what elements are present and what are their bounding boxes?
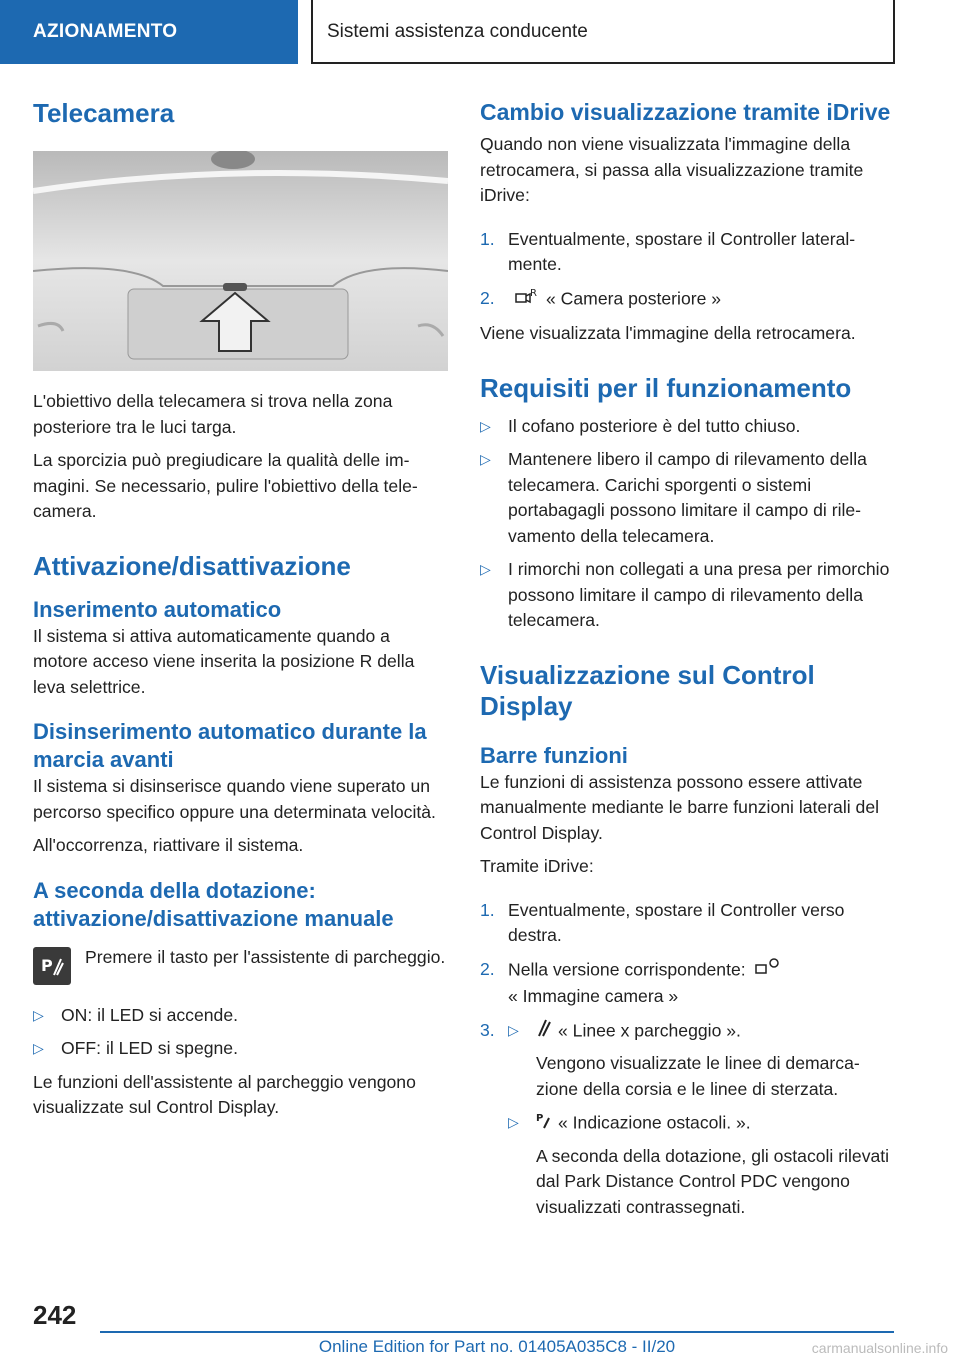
- watermark: carmanualsonline.info: [811, 1340, 948, 1356]
- heading-telecamera: Telecamera: [33, 98, 175, 128]
- heading-attivazione: Attivazione/disattivazione: [33, 550, 351, 581]
- list-item: 2. R « Camera posteriore »: [480, 286, 895, 314]
- svg-text:P: P: [536, 1113, 544, 1124]
- rear-camera-icon: [514, 286, 540, 314]
- list-item: ▷ Mantenere libero il campo di rilevamento della telecamera. Carichi sporgenti o sistemi portabagagli possono limitare il campo di rilevamento della telecamera.: [480, 447, 895, 549]
- paragraph: Il sistema si disinserisce quando viene superato un percorso specifico oppure una determinata velocità.: [33, 776, 436, 822]
- triangle-bullet-icon: ▷: [33, 1040, 44, 1056]
- heading-visualizzazione: Visualizzazione sul Control Display: [480, 659, 815, 721]
- section-tab: AZIONAMENTO: [0, 0, 298, 64]
- camera-photo: [33, 151, 448, 371]
- svg-text:R: R: [530, 287, 537, 299]
- heading-dotazione: A seconda della dotazione: attivazione/disattivazione manuale: [33, 877, 394, 931]
- paragraph: A seconda della dotazione, gli ostacoli rilevati dal Park Distance Control PDC vengono visualizzati contrassegnati.: [536, 1145, 890, 1217]
- page-number: 242: [33, 1300, 77, 1330]
- paragraph: Premere il tasto per l'assistente di parcheggio.: [85, 946, 446, 967]
- paragraph: Tramite iDrive:: [480, 856, 594, 876]
- triangle-bullet-icon: ▷: [480, 451, 491, 467]
- list-item: ▷ OFF: il LED si spegne.: [33, 1036, 448, 1062]
- paragraph: Il sistema si attiva automaticamente quando a motore acceso viene inserita la posizione R della leva selettrice.: [33, 625, 415, 697]
- heading-requisiti: Requisiti per il funzionamento: [480, 372, 852, 403]
- list-item: ▷ I rimorchi non collegati a una presa per rimorchio possono limitare il campo di rilevamento della telecamera.: [480, 557, 895, 634]
- paragraph: La sporcizia può pregiudicare la qualità delle immagini. Se necessario, pulire l'obiettivo della telecamera.: [33, 450, 418, 521]
- triangle-bullet-icon: ▷: [480, 561, 491, 577]
- paragraph: Le funzioni dell'assistente al parcheggio vengono visualizzate sul Control Display.: [33, 1071, 416, 1117]
- page-header-title: Sistemi assistenza conducente: [311, 0, 895, 64]
- right-column: [480, 98, 895, 1220]
- svg-text:P: P: [41, 955, 53, 975]
- triangle-bullet-icon: ▷: [508, 1021, 519, 1038]
- paragraph: Vengono visualizzate le linee di demarcazione della corsia e le linee di sterzata.: [536, 1053, 860, 1099]
- parking-assistant-button-icon: [33, 947, 71, 985]
- paragraph: Quando non viene visualizzata l'immagine della retrocamera, si passa alla visualizzazione tramite iDrive:: [480, 134, 864, 205]
- triangle-bullet-icon: ▷: [33, 1006, 44, 1023]
- camera-settings-icon: [752, 957, 782, 985]
- list-item: 1. Eventualmente, spostare il Controller verso destra.: [480, 899, 845, 945]
- parking-button-row: [33, 945, 448, 985]
- list-item: ▷ Il cofano posteriore è del tutto chiuso.: [480, 414, 895, 440]
- list-item: ▷ ON: il LED si accende.: [33, 1003, 448, 1029]
- parking-lines-icon: [536, 1018, 552, 1046]
- heading-inserimento: Inserimento automatico: [33, 596, 282, 622]
- list-item: 2. Nella versione corrispondente: « Immagine camera »: [480, 957, 895, 1010]
- paragraph: All'occorrenza, riattivare il sistema.: [33, 835, 304, 855]
- left-column: [33, 98, 448, 1121]
- paragraph: Viene visualizzata l'immagine della retrocamera.: [480, 323, 856, 343]
- paragraph: L'obiettivo della telecamera si trova nella zona posteriore tra le luci targa.: [33, 391, 393, 437]
- list-item: 3. ▷ « Linee x parcheggio ». Vengono visualizzate le linee di demarcazione della corsia e le linee di sterzata. ▷ P « Indicazione ostacoli. ». A seconda della dotazione, gli ostacoli rilevati dal Park Distance Control PDC vengono visualizzati contrassegnati.: [480, 1018, 895, 1221]
- footer-edition: Online Edition for Part no. 01405A035C8 - II/20: [318, 1337, 676, 1356]
- heading-barre: Barre funzioni: [480, 742, 628, 768]
- list-item: 1. Eventualmente, spostare il Controller lateralmente.: [480, 228, 856, 274]
- paragraph: Le funzioni di assistenza possono essere attivate manualmente mediante le barre funzioni laterali del Control Display.: [480, 771, 880, 843]
- footer-rule: [100, 1331, 894, 1333]
- obstacle-indicator-icon: [536, 1110, 552, 1138]
- triangle-bullet-icon: ▷: [480, 417, 491, 434]
- triangle-bullet-icon: ▷: [508, 1114, 519, 1130]
- heading-cambio: Cambio visualizzazione tramite iDrive: [480, 99, 891, 125]
- heading-disinserimento: Disinserimento automatico durante la marcia avanti: [33, 719, 427, 772]
